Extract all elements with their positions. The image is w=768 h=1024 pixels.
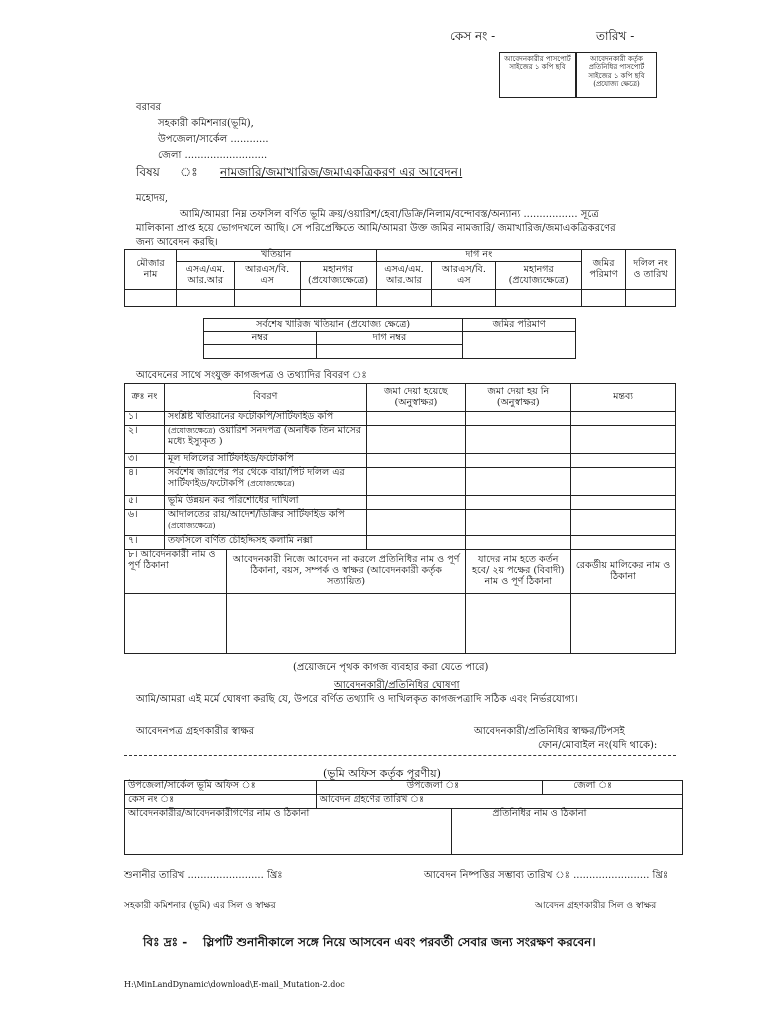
office-case-no: কেস নং ঃ xyxy=(125,795,317,809)
last-khatian-table xyxy=(203,318,576,359)
docs-title: আবেদনের সাথে সংযুক্ত কাগজপত্র ও তথ্যাদির বিবরণ ঃ xyxy=(136,370,367,381)
table-row xyxy=(125,496,676,510)
office-applicants: আবেদনকারীর/আবেদনকারীগণের নাম ও ঠিকানা xyxy=(125,809,452,855)
docs-col-desc: বিবরণ xyxy=(164,384,366,412)
col-khatian-sa: এসএ/এম. আর.আর xyxy=(176,262,234,290)
body-para3: জন্য আবেদন করছি। xyxy=(136,237,218,248)
col-deed: দলিল নং ও তারিখ xyxy=(626,250,676,290)
row6-desc: আদালতের রায়/আদেশ/ডিক্রির সার্টিফাইড কপি xyxy=(167,509,345,520)
table-row xyxy=(125,454,676,468)
docs-col-not-given: জমা দেয়া হয় নি (অনুস্বাক্ষর) xyxy=(466,384,571,412)
address-line2: উপজেলা/সার্কেল ............ xyxy=(158,134,269,145)
land-table-empty-row xyxy=(125,290,676,307)
office-receive-date: আবেদন গ্রহণের তারিখ ঃ xyxy=(316,795,682,809)
row4-note: (প্রযোজ্যক্ষেত্রে) xyxy=(247,478,295,488)
row8-opponent: যাদের নাম হতে কর্তন হবে/ ২য় পক্ষের (বিবাদী) নাম ও পূর্ণ ঠিকানা xyxy=(466,550,571,594)
docs-col-sl: ক্রঃ নং xyxy=(125,384,165,412)
applicant-sign: আবেদনকারী/প্রতিনিধির স্বাক্ষর/টিপসই xyxy=(474,726,625,737)
land-table xyxy=(124,249,676,307)
row6-note: (প্রযোজ্যক্ষেত্রে) xyxy=(167,520,216,530)
row1-sl: ১। xyxy=(125,412,165,426)
row4-sl: ৪। xyxy=(125,468,165,496)
representative-photo-text: আবেদনকারী কর্তৃক প্রতিনিধির পাসপোর্ট সাইজের ১ কপি ছবি (প্রযোজ্য ক্ষেত্রে) xyxy=(588,55,645,89)
row6-desc-cell xyxy=(164,510,366,536)
row8-empty xyxy=(125,594,676,654)
case-no-label: কেস নং - xyxy=(450,29,496,43)
row1-desc: সংশ্লিষ্ট খতিয়ানের ফটোকপি/সার্টিফাইড কপি xyxy=(164,412,366,426)
docs-table xyxy=(124,383,676,654)
declaration-text: আমি/আমরা এই মর্মে ঘোষণা করছি যে, উপরে বর্ণিত তথ্যাদি ও দাখিলকৃত কাগজপত্রাদি সঠিক এবং নির্ভরযোগ্য। xyxy=(136,694,578,705)
row4-desc-cell xyxy=(164,468,366,496)
col-dag-rs: আরএস/বি. এস xyxy=(432,262,496,290)
office-title: (ভূমি অফিস কর্তৃক পূরণীয়) xyxy=(323,767,441,780)
row6-sl: ৬। xyxy=(125,510,165,536)
row4-desc: সর্বশেষ জরিপের পর থেকে বায়া/পিট দলিল এর সার্টিফাইড/ফটোকপি xyxy=(167,467,345,489)
declaration-title: আবেদনকারী/প্রতিনিধির ঘোষণা xyxy=(334,680,460,691)
address-to: বরাবর xyxy=(136,102,162,113)
address-block xyxy=(136,100,269,164)
table-row xyxy=(125,536,676,550)
disposal-date: আবেদন নিষ্পত্তির সম্ভাব্য তারিখ ঃ ........................ খ্রিঃ xyxy=(424,870,669,881)
row8-sl: ৮। xyxy=(128,549,138,560)
note-text: স্লিপটি শুনানীকালে সঙ্গে নিয়ে আসবেন এবং পরবর্তী সেবার জন্য সংরক্ষণ করবেন। xyxy=(203,935,596,949)
file-path: H:\MinLandDynamic\download\E-mail_Mutation-2.doc xyxy=(124,980,345,989)
docs-col-given: জমা দেয়া হয়েছে (অনুস্বাক্ষর) xyxy=(366,384,466,412)
last-khatian-title: সর্বশেষ খারিজ খতিয়ান (প্রযোজ্য ক্ষেত্রে) xyxy=(204,319,463,332)
date-label: তারিখ - xyxy=(596,29,635,43)
address-line3: জেলা .......................... xyxy=(158,150,268,161)
last-khatian-amount: জমির পরিমাণ xyxy=(463,319,576,332)
row8-rep: আবেদনকারী নিজে আবেদন না করলে প্রতিনিধির নাম ও পূর্ণ ঠিকানা, বয়স, সম্পর্ক ও স্বাক্ষর (আবেদনকারী কর্তৃক সত্যায়িত) xyxy=(226,550,465,594)
hearing-date: শুনানীর তারিখ ........................ খ্রিঃ xyxy=(124,870,283,881)
row2-desc-cell xyxy=(164,426,366,454)
last-khatian-dag: দাগ নম্বর xyxy=(316,332,463,345)
office-upazila: উপজেলা ঃ xyxy=(316,781,543,795)
docs-footnote: (প্রয়োজনে পৃথক কাগজ ব্যবহার করা যেতে পারে) xyxy=(293,662,489,673)
row3-desc: মূল দলিলের সার্টিফাইড/ফটোকপি xyxy=(164,454,366,468)
table-row xyxy=(125,426,676,454)
col-mouza: মৌজার নাম xyxy=(125,250,177,290)
address-line1: সহকারী কমিশনার(ভূমি), xyxy=(158,118,254,129)
col-dag-city: মহানগর (প্রযোজ্যক্ষেত্রে) xyxy=(496,262,582,290)
row3-sl: ৩। xyxy=(125,454,165,468)
row8-applicant: আবেদনকারী নাম ও পূর্ণ ঠিকানা xyxy=(128,549,216,571)
col-land-amount: জমির পরিমাণ xyxy=(582,250,626,290)
office-rep: প্রতিনিধির নাম ও ঠিকানা xyxy=(452,809,683,855)
receiver-seal: আবেদন গ্রহণকারীর সিল ও স্বাক্ষর xyxy=(535,901,657,911)
docs-col-remark: মন্তব্য xyxy=(571,384,676,412)
row5-desc: ভূমি উন্নয়ন কর পরিশোধের দাখিলা xyxy=(164,496,366,510)
row8-applicant-cell xyxy=(125,550,227,594)
body-para2: মালিকানা প্রাপ্ত হয়ে ভোগদখলে আছি। সে পরিপ্রেক্ষিতে আমি/আমরা উক্ত জমির নামজারি/ জমাখারিজ/জমাএকত্রিকরণের xyxy=(136,223,616,234)
col-khatian: খতিয়ান xyxy=(176,250,376,262)
col-khatian-rs: আরএস/বি. এস xyxy=(234,262,300,290)
representative-photo-box xyxy=(576,52,657,98)
ac-seal: সহকারী কমিশনার (ভূমি) এর সিল ও স্বাক্ষর xyxy=(124,901,276,911)
row2-sl: ২। xyxy=(125,426,165,454)
table-row xyxy=(125,550,676,594)
note-label: বিঃ দ্রঃ - xyxy=(143,935,188,949)
subject-colon: ঃ xyxy=(180,165,198,179)
cut-line xyxy=(124,755,676,756)
table-row xyxy=(125,412,676,426)
row8-owner: রেকর্ডীয় মালিকের নাম ও ঠিকানা xyxy=(571,550,676,594)
row7-desc: তফসিলে বর্ণিত চৌহদ্দিসহ কলামি নক্সা xyxy=(164,536,366,550)
phone-label: ফোন/মোবাইল নং(যদি থাকে): xyxy=(538,740,658,751)
subject-text: নামজারি/জমাখারিজ/জমাএকত্রিকরণ এর আবেদন। xyxy=(220,165,463,179)
table-row xyxy=(125,468,676,496)
row2-note: (প্রযোজ্যক্ষেত্রে) xyxy=(167,426,216,435)
office-upazila-office: উপজেলা/সার্কেল ভূমি অফিস ঃ xyxy=(125,781,317,795)
body-para1: আমি/আমরা নিম্ন তফসিল বর্ণিত ভূমি ক্রয়/ওয়ারিশ/হেবা/ডিক্রি/নিলাম/বন্দোবস্ত/অন্যান্য ................. সূত্রে xyxy=(180,209,599,220)
row7-sl: ৭। xyxy=(125,536,165,550)
office-district: জেলা ঃ xyxy=(543,781,683,795)
col-khatian-city: মহানগর (প্রযোজ্যক্ষেত্রে) xyxy=(300,262,376,290)
salutation: মহোদয়, xyxy=(136,193,169,204)
last-khatian-number: নম্বর xyxy=(204,332,317,345)
subject-label: বিষয় xyxy=(136,165,160,179)
receiver-sign: আবেদনপত্র গ্রহণকারীর স্বাক্ষর xyxy=(136,726,255,737)
row5-sl: ৫। xyxy=(125,496,165,510)
col-dag-sa: এসএ/এম. আর.আর xyxy=(376,262,432,290)
office-table xyxy=(124,780,683,855)
table-row xyxy=(125,510,676,536)
applicant-photo-box xyxy=(499,52,576,98)
col-dag: দাগ নং xyxy=(376,250,582,262)
applicant-photo-text: আবেদনকারীর পাসপোর্ট সাইজের ১ কপি ছবি xyxy=(504,55,571,72)
row2-desc: ওয়ারিশ সনদপত্র (অনধিক তিন মাসের মধ্যে ইস্যুকৃত ) xyxy=(167,425,361,447)
